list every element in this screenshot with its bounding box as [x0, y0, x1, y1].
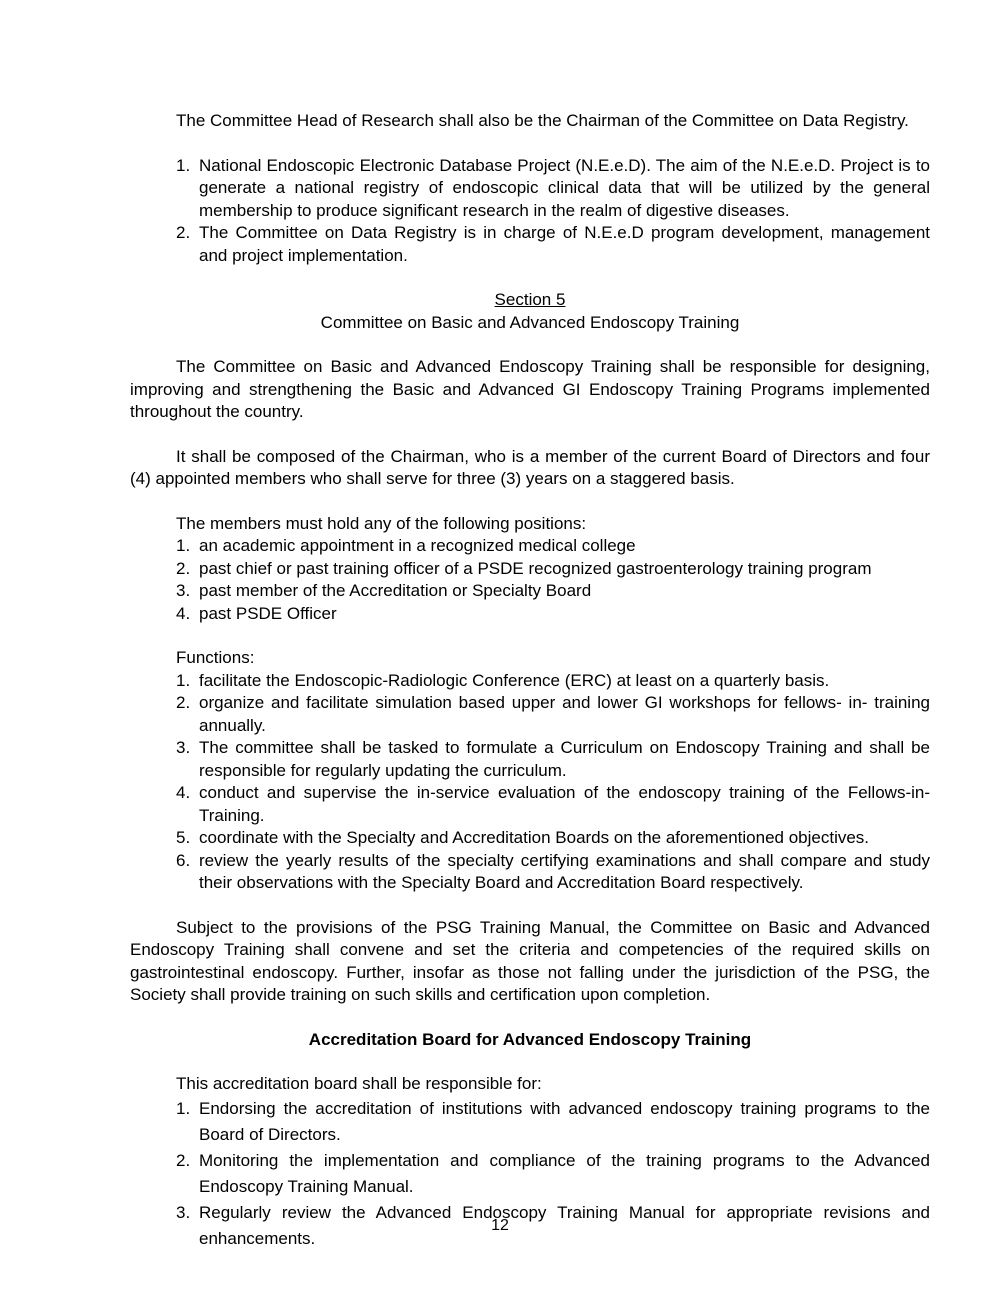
functions-list — [130, 670, 930, 895]
list-item: 1. National Endoscopic Electronic Database Project (N.E.e.D). The aim of the N.E.e.D. Project is to generate a national registry of endoscopic clinical data that will be utilized by the general membership to produce significant research in the realm of digestive diseases. — [176, 155, 930, 220]
members-heading: The members must hold any of the following positions: — [176, 513, 587, 533]
list-item: 1. an academic appointment in a recognized medical college — [176, 536, 636, 555]
list-item: 1. Endorsing the accreditation of institutions with advanced endoscopy training programs to the Board of Directors. — [176, 1098, 930, 1144]
list-item: 3. past member of the Accreditation or Specialty Board — [176, 581, 592, 600]
list-item: 2. past chief or past training officer of a PSDE recognized gastroenterology training program — [176, 558, 872, 578]
registry-list — [130, 155, 930, 268]
composition-paragraph: It shall be composed of the Chairman, who is a member of the current Board of Directors and four (4) appointed members who shall serve for three (3) years on a staggered basis. — [130, 446, 930, 488]
responsibility-paragraph: The Committee on Basic and Advanced Endoscopy Training shall be responsible for designing, improving and strengthening the Basic and Advanced GI Endoscopy Training Programs implemented throughout the country. — [130, 357, 930, 421]
list-item: 2. The Committee on Data Registry is in charge of N.E.e.D program development, management and project implementation. — [176, 223, 930, 265]
list-item: 3. Regularly review the Advanced Endoscopy Training Manual for appropriate revisions and enhancements. — [176, 1202, 930, 1248]
page-number: 12 — [491, 1217, 509, 1234]
intro-paragraph: The Committee Head of Research shall also be the Chairman of the Committee on Data Registry. — [176, 111, 909, 130]
document-page — [130, 110, 930, 1252]
list-item: 4. conduct and supervise the in-service evaluation of the endoscopy training of the Fellows-in-Training. — [176, 783, 930, 825]
list-item: 1. facilitate the Endoscopic-Radiologic Conference (ERC) at least on a quarterly basis. — [176, 670, 830, 690]
section-label: Section 5 — [494, 290, 566, 309]
list-item: 4. past PSDE Officer — [176, 603, 337, 623]
list-item: 6. review the yearly results of the specialty certifying examinations and shall compare and study their observations with the Specialty Board and Accreditation Board respectively. — [176, 850, 930, 892]
functions-heading: Functions: — [176, 648, 255, 667]
board-heading: Accreditation Board for Advanced Endoscopy Training — [308, 1029, 752, 1049]
list-item: 3. The committee shall be tasked to formulate a Curriculum on Endoscopy Training and shall be responsible for regularly updating the curriculum. — [176, 738, 930, 780]
board-intro: This accreditation board shall be responsible for: — [176, 1074, 542, 1093]
psg-paragraph: Subject to the provisions of the PSG Training Manual, the Committee on Basic and Advanced Endoscopy Training shall convene and set the criteria and competencies of the required skills on gastrointestinal endoscopy. Further, insofar as those not falling under the jurisdiction of the PSG, the Society shall provide training on such skills and certification upon completion. — [130, 917, 930, 1004]
list-item: 2. Monitoring the implementation and compliance of the training programs to the Advanced Endoscopy Training Manual. — [176, 1150, 930, 1196]
list-item: 5. coordinate with the Specialty and Accreditation Boards on the aforementioned objectives. — [176, 828, 870, 847]
section-title: Committee on Basic and Advanced Endoscopy Training — [320, 312, 740, 332]
members-list — [130, 535, 930, 625]
list-item: 2. organize and facilitate simulation based upper and lower GI workshops for fellows- in- training annually. — [176, 693, 930, 735]
